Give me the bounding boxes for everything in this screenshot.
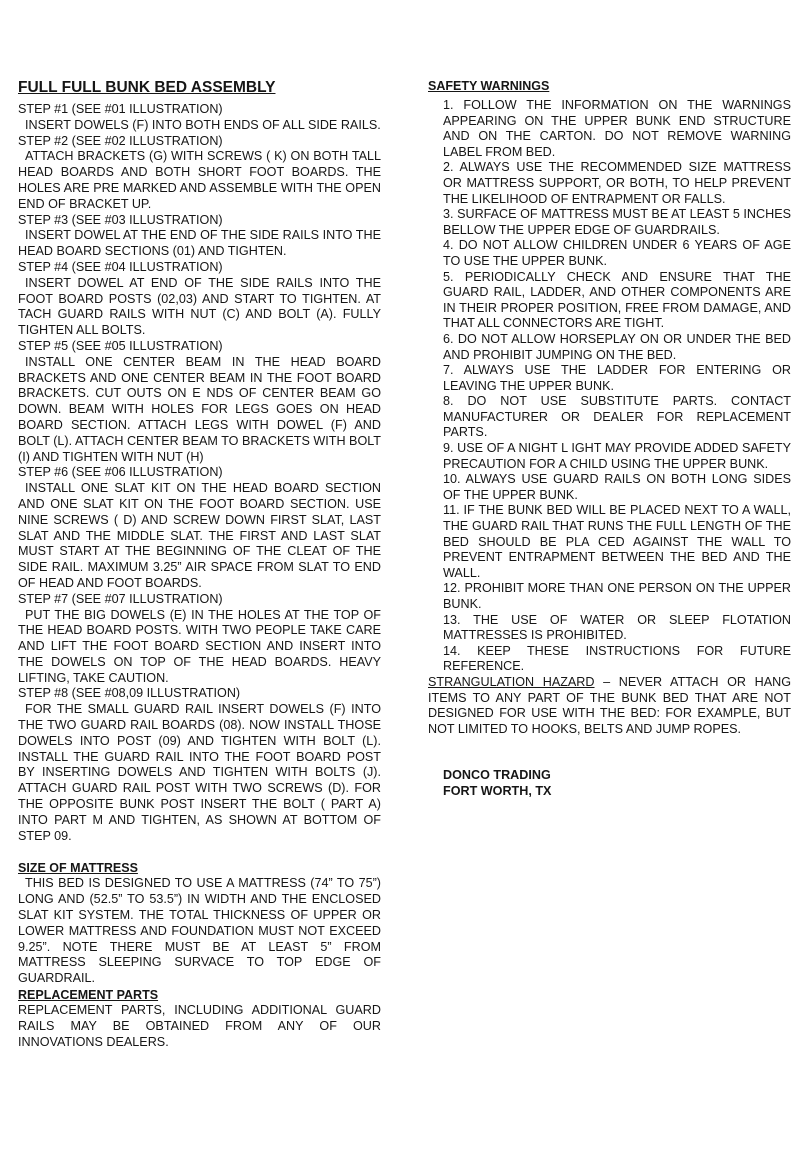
step-8-text: FOR THE SMALL GUARD RAIL INSERT DOWELS (F) INTO THE TWO GUARD RAIL BOARDS (08). NOW INSTALL THOSE DOWELS INTO POST (09) AND TIGHTEN WITH BOLT (L). INSTALL THE GUARD RAIL INTO THE FOOT BOARD POST BY INSERTING DOWELS AND TIGHTEN WITH BOLTS (J). ATTACH GUARD RAIL POST WITH TWO SCREWS (D). FOR THE OPPOSITE BUNK POST INSERT THE BOLT ( PART A) INTO PART M AND TIGHTEN, AS SHOWN AT BOTTOM OF STEP 09. (18, 702, 381, 843)
warning-item: 2. ALWAYS USE THE RECOMMENDED SIZE MATTRESS OR MATTRESS SUPPORT, OR BOTH, TO HELP PREVENT THE LIKELIHOOD OF ENTRAPMENT OR FALLS. (443, 160, 791, 206)
company-city: FORT WORTH, TX (443, 784, 552, 799)
hazard-text: – NEVER ATTACH OR HANG ITEMS TO ANY PART OF THE BUNK BED THAT ARE NOT DESIGNED FOR USE WITH THE BED: FOR EXAMPLE, BUT NOT LIMITED TO HOOKS, BELTS AND JUMP ROPES. (428, 674, 791, 736)
step-3-text: INSERT DOWEL AT THE END OF THE SIDE RAILS INTO THE HEAD BOARD SECTIONS (01) AND TIGHTEN. (18, 228, 381, 259)
warning-item: 1. FOLLOW THE INFORMATION ON THE WARNINGS APPEARING ON THE UPPER BUNK END STRUCTURE AND ON THE CARTON. DO NOT REMOVE WARNING LABEL FROM BED. (443, 98, 791, 159)
step-2-heading: STEP #2 (SEE #02 ILLUSTRATION) (18, 133, 223, 148)
mattress-text: THIS BED IS DESIGNED TO USE A MATTRESS (74” TO 75”) LONG AND (52.5” TO 53.5”) IN WIDTH AND THE ENCLOSED SLAT KIT SYSTEM. THE TOTAL THICKNESS OF UPPER OR LOWER MATTRESS AND FOUNDATION MUST NOT EXCEED 9.25”. NOTE THERE MUST BE AT LEAST 5” FROM MATTRESS SLEEPING SURVACE TO TOP EDGE OF GUARDRAIL. (18, 876, 381, 986)
mattress-heading: SIZE OF MATTRESS (18, 861, 138, 876)
warning-item: 5. PERIODICALLY CHECK AND ENSURE THAT THE GUARD RAIL, LADDER, AND OTHER COMPONENTS ARE IN THEIR PROPER POSITION, FREE FROM DAMAGE, AND THAT ALL CONNECTORS ARE TIGHT. (443, 269, 791, 331)
replacement-heading: REPLACEMENT PARTS (18, 988, 159, 1003)
warning-item: 8. DO NOT USE SUBSTITUTE PARTS. CONTACT MANUFACTURER OR DEALER FOR REPLACEMENT PARTS. (443, 394, 791, 440)
right-column (428, 78, 791, 799)
warning-item: 4. DO NOT ALLOW CHILDREN UNDER 6 YEARS OF AGE TO USE THE UPPER BUNK. (443, 238, 791, 268)
warning-item: 14. KEEP THESE INSTRUCTIONS FOR FUTURE REFERENCE. (443, 643, 791, 674)
step-6-heading: STEP #6 (SEE #06 ILLUSTRATION) (18, 465, 223, 480)
company-name: DONCO TRADING (443, 768, 551, 783)
step-5-text: INSTALL ONE CENTER BEAM IN THE HEAD BOARD BRACKETS AND ONE CENTER BEAM IN THE FOOT BOARD BRACKETS. CUT OUTS ON E NDS OF CENTER BEAM GO DOWN. BEAM WITH HOLES FOR LEGS GOES ON HEAD BOARD SECTION. ATTACH LEGS WITH DOWEL (F) AND BOLT (L). ATTACH CENTER BEAM TO BRACKETS WITH BOLT (I) AND TIGHTEN WITH NUT (H) (18, 354, 381, 464)
replacement-text: REPLACEMENT PARTS, INCLUDING ADDITIONAL GUARD RAILS MAY BE OBTAINED FROM ANY OF OUR INNOVATIONS DEALERS. (18, 1003, 381, 1049)
warning-item: 3. SURFACE OF MATTRESS MUST BE AT LEAST 5 INCHES BELLOW THE UPPER EDGE OF GUARDRAILS. (443, 207, 791, 237)
strangulation-hazard (428, 675, 791, 737)
warning-item: 10. ALWAYS USE GUARD RAILS ON BOTH LONG SIDES OF THE UPPER BUNK. (443, 472, 791, 502)
warning-item: 9. USE OF A NIGHT L IGHT MAY PROVIDE ADDED SAFETY PRECAUTION FOR A CHILD USING THE UPPER BUNK. (443, 441, 791, 471)
step-3-heading: STEP #3 (SEE #03 ILLUSTRATION) (18, 212, 223, 227)
warning-item: 6. DO NOT ALLOW HORSEPLAY ON OR UNDER THE BED AND PROHIBIT JUMPING ON THE BED. (443, 331, 791, 362)
warning-item: 12. PROHIBIT MORE THAN ONE PERSON ON THE UPPER BUNK. (443, 581, 791, 611)
step-7-text: PUT THE BIG DOWELS (E) IN THE HOLES AT THE TOP OF THE HEAD BOARD POSTS. WITH TWO PEOPLE TAKE CARE AND LIFT THE FOOT BOARD SECTION AND INSERT INTO THE DOWELS ON TOP OF THE HEAD BOARDS. HEAVY LIFTING, TAKE CAUTION. (18, 607, 381, 685)
left-column (18, 78, 381, 1050)
step-1-heading: STEP #1 (SEE #01 ILLUSTRATION) (18, 102, 223, 116)
warning-item: 11. IF THE BUNK BED WILL BE PLACED NEXT TO A WALL, THE GUARD RAIL THAT RUNS THE FULL LENGTH OF THE BED SHOULD BE PLA CED AGAINST THE WALL TO PREVENT ENTRAPMENT BETWEEN THE BED AND THE WALL. (443, 503, 791, 580)
step-2-text: ATTACH BRACKETS (G) WITH SCREWS ( K) ON BOTH TALL HEAD BOARDS AND BOTH SHORT FOOT BOARDS. THE HOLES ARE PRE MARKED AND ASSEMBLE WITH THE OPEN END OF BRACKET UP. (18, 149, 381, 211)
warning-item: 7. ALWAYS USE THE LADDER FOR ENTERING OR LEAVING THE UPPER BUNK. (443, 363, 791, 393)
step-4-text: INSERT DOWEL AT END OF THE SIDE RAILS INTO THE FOOT BOARD POSTS (02,03) AND START TO TIGHTEN. AT TACH GUARD RAILS WITH NUT (C) AND BOLT (A). FULLY TIGHTEN ALL BOLTS. (18, 275, 381, 338)
safety-heading: SAFETY WARNINGS (428, 79, 550, 93)
warning-item: 13. THE USE OF WATER OR SLEEP FLOTATION MATTRESSES IS PROHIBITED. (443, 612, 791, 643)
step-8-heading: STEP #8 (SEE #08,09 ILLUSTRATION) (18, 686, 241, 701)
step-6-text: INSTALL ONE SLAT KIT ON THE HEAD BOARD SECTION AND ONE SLAT KIT ON THE FOOT BOARD SECTION. USE NINE SCREWS ( D) AND SCREW DOWN FIRST SLAT, LAST SLAT AND THE MIDDLE SLAT. THE FIRST AND LAST SLAT MUST START AT THE BEGINNING OF THE CLEAT OF THE SIDE RAIL. MAXIMUM 3.25” AIR SPACE FROM SLAT TO END OF HEAD AND FOOT BOARDS. (18, 481, 381, 590)
step-7-heading: STEP #7 (SEE #07 ILLUSTRATION) (18, 591, 223, 606)
document-title: FULL FULL BUNK BED ASSEMBLY (18, 79, 276, 96)
step-4-heading: STEP #4 (SEE #04 ILLUSTRATION) (18, 259, 223, 274)
safety-list (428, 98, 791, 675)
hazard-label: STRANGULATION HAZARD (428, 674, 595, 689)
step-1-text: INSERT DOWELS (F) INTO BOTH ENDS OF ALL SIDE RAILS. (25, 117, 381, 132)
step-5-heading: STEP #5 (SEE #05 ILLUSTRATION) (18, 338, 223, 353)
